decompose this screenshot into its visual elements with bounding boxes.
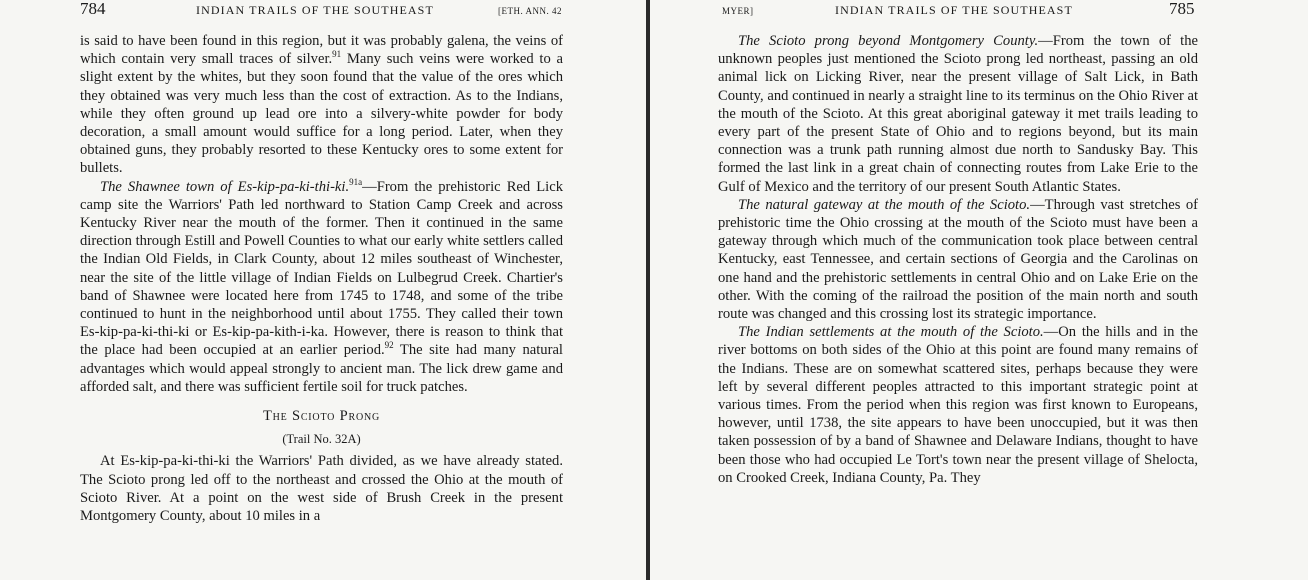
series-tag: [ETH. ANN. 42 xyxy=(498,6,562,16)
footnote-ref[interactable]: 91 xyxy=(332,49,342,60)
left-page xyxy=(0,0,646,580)
series-tag: MYER] xyxy=(722,6,754,16)
right-page xyxy=(650,0,1308,580)
paragraph-heading: The Scioto prong beyond Montgomery County. xyxy=(738,33,1039,49)
section-heading: The Scioto Prong xyxy=(262,408,381,425)
left-page-body xyxy=(80,32,563,525)
paragraph: The Scioto prong beyond Montgomery County.—From the town of the unknown peoples just mentioned the Scioto prong led northeast, passing an old animal lick on Licking River, near the present village of Salt Lick, in Bath County, and continued in nearly a straight line to its terminus on the Ohio River at the mouth of the Scioto. At this great aboriginal gateway it met trails leading to every part of the present State of Ohio and to regions beyond, but its main connection was a trunk path running almost due north to Sandusky Bay. This formed the last link in a great chain of connecting routes from Lake Erie to the Gulf of Mexico and the territory of our present South Atlantic States. xyxy=(718,33,1198,195)
left-page-header xyxy=(0,0,646,20)
page-number: 784 xyxy=(80,0,106,18)
paragraph-heading: The natural gateway at the mouth of the Scioto. xyxy=(738,196,1031,213)
paragraph: At Es-kip-pa-ki-thi-ki the Warriors' Path divided, as we have already stated. The Scioto prong led off to the northeast and crossed the Ohio at the mouth of Scioto River. At a point on the west side of Brush Creek in the present Montgomery County, about 10 miles in a xyxy=(80,453,563,525)
paragraph-heading: The Shawnee town of Es-kip-pa-ki-thi-ki. xyxy=(100,178,350,195)
footnote-ref[interactable]: 92 xyxy=(384,340,394,351)
right-page-header xyxy=(650,0,1308,20)
right-page-body xyxy=(718,32,1198,487)
paragraph: The Shawnee town of Es-kip-pa-ki-thi-ki.$^{91a}$—From the prehistoric Red Lick camp site the Warriors' Path led northward to Station Camp Creek and across Kentucky River near the mouth of the former. Then it continued in the same direction through Estill and Powell Counties to what our early white settlers called the Indian Old Fields, in Clark County, about 12 miles southeast of Winchester, near the site of the little village of Indian Fields on Lulbegrud Creek. Chartier's band of Shawnee were located here from 1745 to 1748, and some of the tribe continued to hunt in the neighborhood until about 1755. They called their town Es-kip-pa-ki-thi-ki or Es-kip-pa-kith-i-ka. However, there is reason to think that the place had been occupied at an earlier period.$^{92}$ The site had many natural advantages which would appeal strongly to ancient man. The lick drew game and afforded salt, and there was sufficient fertile soil for truck patches. xyxy=(80,176,563,395)
paragraph-heading: The Indian settlements at the mouth of the Scioto. xyxy=(738,324,1044,341)
running-title: INDIAN TRAILS OF THE SOUTHEAST xyxy=(196,3,434,17)
running-title: INDIAN TRAILS OF THE SOUTHEAST xyxy=(835,3,1073,17)
paragraph: The Indian settlements at the mouth of the Scioto.—On the hills and in the river bottoms on both sides of the Ohio at this point are found many remains of the Indians. These are on somewhat scattered sites, perhaps because they were left by several different peoples attracted to this important strategic point at various times. From the period when this region was first known to Europeans, however, until 1738, the site appears to have been unoccupied, but it was then taken possession of by a band of Shawnee and Delaware Indians, thought to have been those who had occupied Le Tort's town near the present village of Shelocta, on Crooked Creek, Indiana County, Pa. They xyxy=(718,324,1198,486)
section-subtitle: (Trail No. 32A) xyxy=(282,432,361,447)
page-number: 785 xyxy=(1169,0,1195,18)
paragraph: The natural gateway at the mouth of the Scioto.—Through vast stretches of prehistoric time the Ohio crossing at the mouth of the Scioto must have been a gateway through which much of the communication took place between central Kentucky, east Tennessee, and certain sections of Georgia and the Carolinas on one hand and the prehistoric settlements in central Ohio and on Lake Erie on the other. With the coming of the railroad the position of the main north and south route was changed and this crossing lost its strategic importance. xyxy=(718,196,1198,323)
paragraph: is said to have been found in this region, but it was probably galena, the veins of which contain very small traces of silver.$^{91}$ Many such veins were worked to a slight extent by the whites, but they soon found that the value of the ores which they obtained was very much less than the cost of extraction. As to the Indians, while they often ground up lead ore into a silvery-white powder for body decoration, a small amount would suffice for a long period. Later, when they obtained guns, they probably resorted to these Kentucky ores to some extent for bullets. xyxy=(80,33,563,177)
footnote-ref[interactable]: 91a xyxy=(349,176,363,187)
